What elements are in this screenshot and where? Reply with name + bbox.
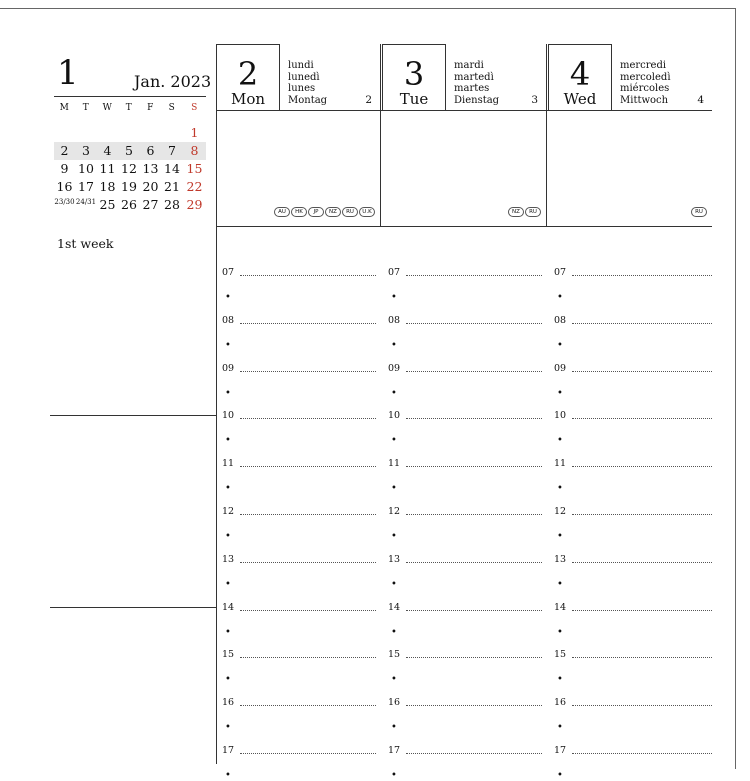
half-hour-marker: • — [391, 292, 397, 303]
hour-row[interactable] — [388, 266, 542, 280]
half-hour-marker: • — [391, 531, 397, 542]
hour-row[interactable] — [388, 409, 542, 423]
day-column — [382, 44, 547, 226]
half-hour-marker: • — [225, 770, 231, 781]
half-hour-marker: • — [225, 722, 231, 734]
all-day-area-rule — [216, 226, 712, 227]
day-number: 3 — [403, 55, 425, 93]
mini-calendar-day: 9 — [60, 161, 69, 176]
mini-calendar-day: 29 — [186, 197, 203, 212]
hour-label: 12 — [222, 506, 235, 517]
day-box — [216, 44, 280, 110]
half-hour-marker: • — [391, 578, 397, 590]
hour-row[interactable] — [388, 314, 542, 328]
dotted-rule — [406, 418, 542, 419]
hour-label: 13 — [554, 553, 567, 565]
dotted-rule — [406, 705, 542, 706]
mini-calendar-day: 3 — [82, 143, 90, 158]
dotted-rule — [406, 514, 542, 515]
hour-row[interactable] — [222, 266, 376, 280]
hour-row[interactable] — [222, 457, 376, 471]
holiday-badge: HK — [291, 207, 307, 217]
mini-calendar-day: 20 — [142, 179, 159, 194]
dotted-rule — [572, 323, 712, 324]
hour-row[interactable] — [388, 648, 542, 662]
holiday-badge: U.K — [359, 207, 375, 217]
mini-calendar-weekday-row — [54, 100, 206, 118]
hour-row[interactable] — [554, 601, 712, 615]
day-name-translation: Dienstag — [454, 94, 500, 106]
holiday-badge: JP — [308, 207, 324, 217]
weekday-header: S — [168, 103, 176, 113]
day-of-year: 3 — [531, 94, 538, 106]
half-hour-marker: • — [225, 531, 231, 542]
half-hour-marker: • — [225, 626, 231, 638]
hour-label: 17 — [222, 745, 235, 756]
month-year-label: Jan. 2023 — [134, 72, 212, 91]
dotted-rule — [240, 610, 376, 611]
hour-label: 08 — [388, 314, 401, 326]
half-hour-marker: • — [557, 483, 563, 495]
dotted-rule — [572, 371, 712, 372]
mini-calendar-day: 5 — [125, 143, 133, 158]
holiday-badges — [274, 207, 375, 217]
day-name-translation: miércoles — [620, 83, 670, 94]
hour-row[interactable] — [554, 409, 712, 423]
half-hour-marker: • — [391, 339, 397, 351]
dotted-rule — [406, 466, 542, 467]
holiday-badge: RU — [691, 207, 707, 217]
dotted-rule — [572, 657, 712, 658]
mini-calendar-day: 25 — [99, 197, 116, 212]
dotted-rule — [240, 371, 376, 372]
mini-calendar-day: 6 — [146, 143, 155, 158]
hour-label: 10 — [222, 410, 235, 422]
dotted-rule — [572, 705, 712, 706]
day-name-translation: mercredi — [620, 60, 667, 71]
dotted-rule — [240, 323, 376, 324]
hour-row[interactable] — [222, 314, 376, 328]
day-number: 2 — [237, 55, 259, 93]
hour-row[interactable] — [388, 696, 542, 710]
day-name: Tue — [399, 90, 429, 108]
hour-label: 09 — [554, 362, 567, 374]
dotted-rule — [406, 371, 542, 372]
holiday-badge: NZ — [508, 207, 524, 217]
weekday-header: M — [59, 103, 70, 113]
hour-label: 09 — [222, 362, 235, 374]
hour-row[interactable] — [554, 362, 712, 376]
mini-calendar-day: 10 — [78, 161, 94, 176]
hour-row[interactable] — [554, 744, 712, 758]
day-name: Mon — [230, 90, 266, 108]
hour-row[interactable] — [554, 505, 712, 519]
dotted-rule — [572, 514, 712, 515]
half-hour-marker: • — [557, 292, 563, 303]
dotted-rule — [572, 753, 712, 754]
hour-label: 07 — [222, 267, 235, 278]
half-hour-marker: • — [557, 387, 563, 399]
half-hour-marker: • — [225, 339, 231, 351]
mini-calendar-day: 28 — [164, 197, 180, 212]
hour-row[interactable] — [554, 457, 712, 471]
hour-label: 08 — [554, 314, 567, 326]
half-hour-marker: • — [557, 722, 563, 734]
mini-calendar-day: 4 — [103, 143, 112, 158]
weekday-header: W — [102, 103, 113, 113]
hour-label: 11 — [554, 458, 567, 470]
hour-row[interactable] — [388, 744, 542, 758]
half-hour-marker: • — [225, 578, 231, 590]
day-name-translation: martes — [454, 83, 490, 94]
half-hour-marker: • — [225, 483, 231, 495]
hour-row[interactable] — [222, 362, 376, 376]
hour-label: 15 — [222, 649, 235, 661]
dotted-rule — [240, 275, 376, 276]
day-box — [382, 44, 446, 110]
holiday-badge: RU — [525, 207, 541, 217]
mini-calendar-week — [54, 160, 206, 178]
dotted-rule — [240, 753, 376, 754]
hour-label: 16 — [222, 697, 235, 709]
half-hour-marker: • — [391, 387, 397, 399]
mini-calendar-week — [54, 178, 206, 196]
half-hour-marker: • — [391, 770, 397, 781]
half-hour-marker: • — [225, 387, 231, 399]
day-name: Wed — [563, 90, 597, 108]
half-hour-marker: • — [557, 770, 563, 781]
dotted-rule — [406, 562, 542, 563]
mini-calendar-day: 8 — [190, 143, 199, 158]
notes-divider — [50, 415, 216, 416]
mini-calendar-day: 17 — [78, 179, 94, 194]
day-name-translations — [288, 60, 327, 106]
hour-row[interactable] — [222, 505, 376, 519]
dotted-rule — [240, 657, 376, 658]
hour-row[interactable] — [222, 744, 376, 758]
hour-row[interactable] — [554, 696, 712, 710]
day-name-translation: mercoledì — [620, 71, 671, 83]
hour-row[interactable] — [388, 601, 542, 615]
mini-calendar-day: 18 — [99, 179, 116, 194]
mini-calendar-day: 22 — [186, 179, 203, 194]
mini-calendar-day: 2 — [60, 143, 69, 158]
mini-calendar-day: 24/31 — [75, 198, 97, 206]
hour-row[interactable] — [388, 457, 542, 471]
hour-row[interactable] — [554, 266, 712, 280]
mini-calendar-day: 1 — [190, 125, 199, 140]
day-name-translation: lundi — [288, 60, 314, 71]
day-divider — [380, 44, 381, 226]
hour-row[interactable] — [388, 362, 542, 376]
day-number: 4 — [569, 55, 591, 93]
hour-label: 07 — [554, 267, 567, 278]
hour-label: 14 — [388, 601, 401, 613]
hour-label: 10 — [554, 410, 567, 422]
half-hour-marker: • — [391, 483, 397, 495]
weekday-header: F — [147, 103, 154, 113]
hour-label: 09 — [388, 362, 401, 374]
day-name-translation: Mittwoch — [620, 94, 669, 106]
mini-calendar-day: 19 — [121, 179, 137, 194]
half-hour-marker: • — [225, 292, 231, 303]
day-name-translations — [620, 60, 671, 106]
dotted-rule — [406, 610, 542, 611]
mini-calendar-day: 13 — [142, 161, 159, 176]
hour-label: 11 — [222, 458, 235, 470]
mini-calendar-day: 26 — [121, 197, 137, 212]
hour-label: 13 — [222, 553, 235, 565]
day-name-translations — [454, 60, 499, 106]
day-box — [548, 44, 612, 110]
half-hour-marker: • — [225, 435, 231, 447]
hour-row[interactable] — [388, 505, 542, 519]
dotted-rule — [406, 275, 542, 276]
mini-calendar-day: 27 — [142, 197, 159, 212]
mini-calendar-day: 7 — [168, 143, 176, 158]
day-column — [216, 44, 381, 226]
half-hour-marker: • — [557, 578, 563, 590]
half-hour-marker: • — [391, 435, 397, 447]
half-hour-marker: • — [557, 531, 563, 542]
hour-label: 16 — [554, 697, 567, 709]
hour-label: 16 — [388, 697, 401, 709]
day-of-year: 4 — [697, 94, 704, 106]
half-hour-marker: • — [557, 339, 563, 351]
dotted-rule — [240, 514, 376, 515]
day-name-translation: martedì — [454, 71, 494, 83]
day-divider — [546, 44, 547, 226]
hour-label: 12 — [554, 506, 567, 517]
dotted-rule — [572, 275, 712, 276]
dotted-rule — [240, 562, 376, 563]
half-hour-marker: • — [557, 435, 563, 447]
mini-calendar-day: 21 — [164, 179, 180, 194]
day-name-translation: Montag — [288, 94, 328, 106]
mini-calendar-week — [54, 196, 206, 214]
hour-label: 17 — [554, 745, 567, 756]
half-hour-marker: • — [391, 722, 397, 734]
holiday-badges — [691, 207, 707, 217]
weekday-header: T — [125, 103, 133, 113]
hour-row[interactable] — [222, 648, 376, 662]
mini-calendar — [54, 100, 206, 214]
hour-row[interactable] — [554, 314, 712, 328]
dotted-rule — [406, 657, 542, 658]
half-hour-marker: • — [391, 626, 397, 638]
hour-row[interactable] — [554, 553, 712, 567]
mini-calendar-rule — [54, 96, 206, 97]
hour-row[interactable] — [388, 553, 542, 567]
day-column — [548, 44, 713, 226]
dotted-rule — [572, 466, 712, 467]
mini-calendar-week — [54, 142, 206, 160]
hour-label: 14 — [554, 601, 567, 613]
half-hour-marker: • — [225, 674, 231, 686]
dotted-rule — [406, 753, 542, 754]
hour-label: 13 — [388, 553, 401, 565]
hour-row[interactable] — [222, 601, 376, 615]
hour-label: 10 — [388, 410, 401, 422]
mini-calendar-day: 16 — [56, 179, 73, 194]
hour-label: 08 — [222, 314, 235, 326]
dotted-rule — [572, 610, 712, 611]
dotted-rule — [240, 705, 376, 706]
mini-calendar-day: 15 — [186, 161, 203, 176]
holiday-badge: RU — [342, 207, 358, 217]
mini-calendar-day: 14 — [164, 161, 180, 176]
week-label: 1st week — [57, 236, 114, 251]
hour-row[interactable] — [222, 409, 376, 423]
day-name-translation: mardi — [454, 60, 484, 71]
hour-label: 14 — [222, 601, 235, 613]
day-of-year: 2 — [365, 94, 372, 106]
month-number: 1 — [57, 53, 79, 93]
mini-calendar-day: 11 — [99, 161, 116, 176]
hour-row[interactable] — [222, 696, 376, 710]
mini-calendar-day: 12 — [121, 161, 137, 176]
hour-label: 12 — [388, 506, 401, 517]
half-hour-marker: • — [391, 674, 397, 686]
holiday-badges — [508, 207, 541, 217]
hour-row[interactable] — [222, 553, 376, 567]
half-hour-marker: • — [557, 674, 563, 686]
mini-calendar-day: 23/30 — [54, 198, 75, 206]
notes-divider — [50, 607, 216, 608]
holiday-badge: AU — [274, 207, 290, 217]
mini-calendar-week — [54, 124, 206, 142]
holiday-badge: NZ — [325, 207, 341, 217]
dotted-rule — [406, 323, 542, 324]
day-name-translation: lunedì — [288, 71, 320, 83]
dotted-rule — [240, 466, 376, 467]
hour-row[interactable] — [554, 648, 712, 662]
hour-label: 07 — [388, 267, 401, 278]
hour-label: 17 — [388, 745, 401, 756]
weekday-header: T — [82, 103, 90, 113]
dotted-rule — [572, 418, 712, 419]
hour-label: 15 — [554, 649, 567, 661]
weekday-header: S — [191, 103, 198, 113]
dotted-rule — [572, 562, 712, 563]
day-name-translation: lunes — [288, 83, 316, 94]
half-hour-marker: • — [557, 626, 563, 638]
dotted-rule — [240, 418, 376, 419]
hour-label: 15 — [388, 649, 401, 661]
hour-label: 11 — [388, 458, 401, 470]
